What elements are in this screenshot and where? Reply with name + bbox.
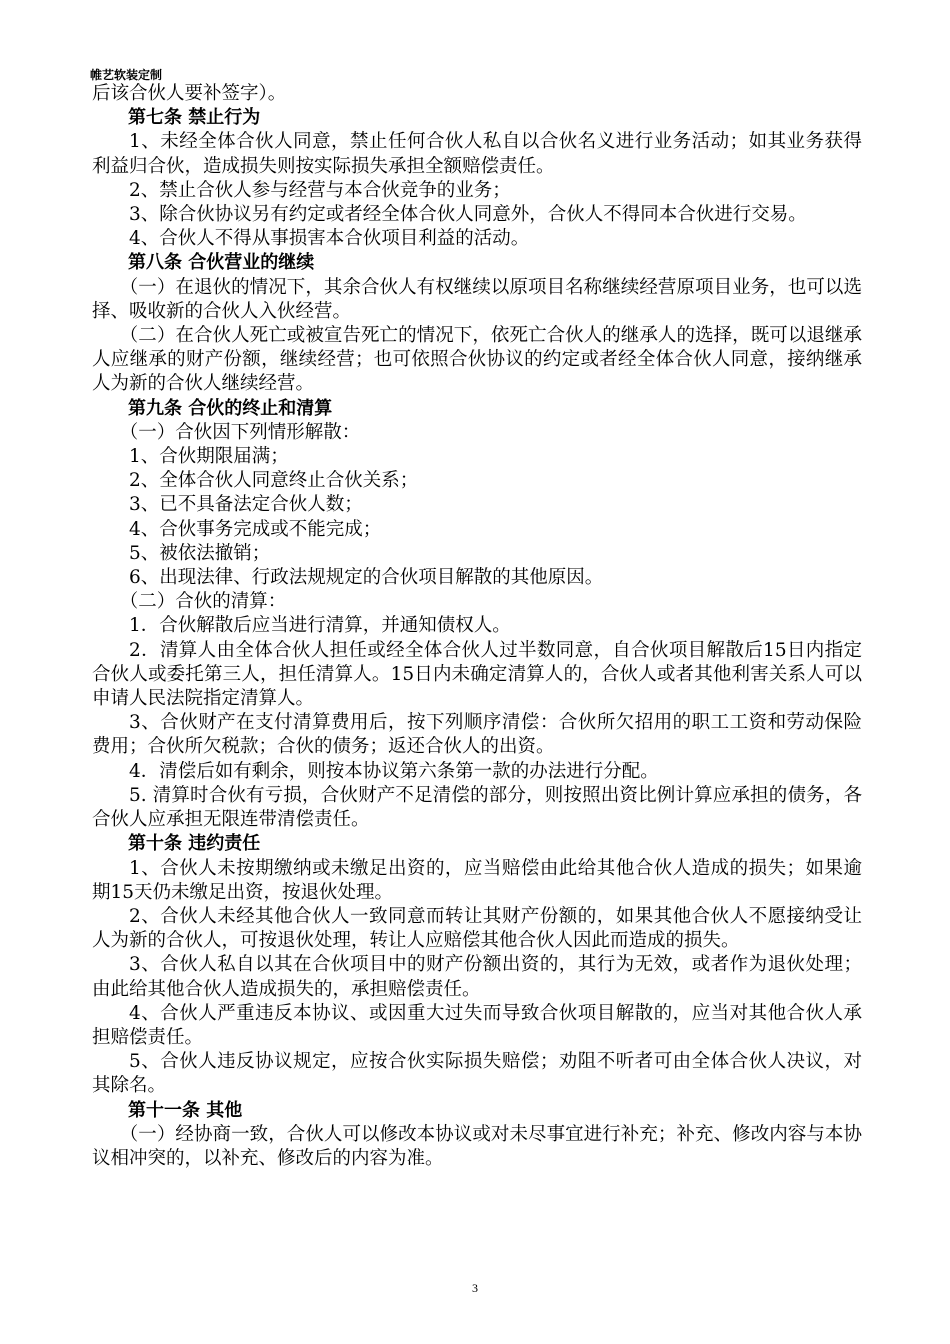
list-item: 6、出现法律、行政法规规定的合伙项目解散的其他原因。 (129, 567, 604, 589)
list-item: 2、全体合伙人同意终止合伙关系； (129, 470, 419, 492)
list-item: 5. 清算时合伙有亏损，合伙财产不足清偿的部分，则按照出资比例计算应承担的债务，各合伙人应承担无限连带清偿责任。 (92, 784, 862, 831)
section-heading-11: 第十一条 其他 (128, 1099, 243, 1121)
section-heading-9: 第九条 合伙的终止和清算 (128, 397, 333, 419)
list-item: 1、合伙人未按期缴纳或未缴足出资的，应当赔偿由此给其他合伙人造成的损失；如果逾期15天仍未缴足出资，按退伙处理。 (92, 857, 862, 903)
paragraph: 3、除合伙协议另有约定或者经全体合伙人同意外，合伙人不得同本合伙进行交易。 (129, 204, 807, 226)
document-body (92, 82, 862, 1171)
section-heading-10: 第十条 违约责任 (128, 833, 261, 855)
list-item: 3、合伙人私自以其在合伙项目中的财产份额出资的，其行为无效，或者作为退伙处理；由此给其他合伙人造成损失的，承担赔偿责任。 (92, 954, 862, 1000)
list-item: 5、合伙人违反协议规定，应按合伙实际损失赔偿；劝阻不听者可由全体合伙人决议，对其除名。 (92, 1051, 862, 1097)
paragraph: （一）在退伙的情况下，其余合伙人有权继续以原项目名称继续经营原项目业务，也可以选择、吸收新的合伙人入伙经营。 (92, 276, 862, 322)
section-heading-8: 第八条 合伙营业的继续 (128, 252, 315, 274)
paragraph: （二）合伙的清算： (119, 591, 287, 613)
paragraph: （一）合伙因下列情形解散： (119, 421, 361, 443)
paragraph: 2、禁止合伙人参与经营与本合伙竞争的业务； (129, 179, 511, 201)
list-item: 1、合伙期限届满； (129, 446, 289, 468)
page-number: 3 (472, 1281, 478, 1295)
list-item: 4．清偿后如有剩余，则按本协议第六条第一款的办法进行分配。 (129, 760, 659, 782)
list-item: 3、合伙财产在支付清算费用后，按下列顺序清偿：合伙所欠招用的职工工资和劳动保险费用；合伙所欠税款；合伙的债务；返还合伙人的出资。 (92, 712, 862, 758)
list-item: 3、已不具备法定合伙人数； (129, 494, 363, 516)
list-item: 4、合伙事务完成或不能完成； (129, 518, 382, 540)
paragraph: （一）经协商一致，合伙人可以修改本协议或对未尽事宜进行补充；补充、修改内容与本协议相冲突的，以补充、修改后的内容为准。 (92, 1123, 862, 1169)
list-item: 5、被依法撤销； (129, 542, 271, 564)
list-item: 2．清算人由全体合伙人担任或经全体合伙人过半数同意，自合伙项目解散后15日内指定合伙人或委托第三人，担任清算人。15日内未确定清算人的，合伙人或者其他利害关系人可以申请人民法院指定清算人。 (92, 639, 862, 710)
paragraph: 4、合伙人不得从事损害本合伙项目利益的活动。 (129, 228, 530, 250)
list-item: 2、合伙人未经其他合伙人一致同意而转让其财产份额的，如果其他合伙人不愿接纳受让人为新的合伙人，可按退伙处理，转让人应赔偿其他合伙人因此而造成的损失。 (92, 905, 862, 952)
section-heading-7: 第七条 禁止行为 (128, 107, 261, 129)
list-item: 4、合伙人严重违反本协议、或因重大过失而导致合伙项目解散的，应当对其他合伙人承担赔偿责任。 (92, 1002, 862, 1048)
list-item: 1．合伙解散后应当进行清算，并通知债权人。 (129, 615, 511, 637)
page-header: 帷艺软装定制 (90, 68, 163, 82)
paragraph: 后该合伙人要补签字）。 (92, 83, 287, 104)
paragraph: 1、未经全体合伙人同意，禁止任何合伙人私自以合伙名义进行业务活动；如其业务获得利益归合伙，造成损失则按实际损失承担全额赔偿责任。 (92, 131, 862, 177)
paragraph: （二）在合伙人死亡或被宣告死亡的情况下，依死亡合伙人的继承人的选择，既可以退继承人应继承的财产份额，继续经营；也可依照合伙协议的约定或者经全体合伙人同意，接纳继承人为新的合伙人继续经营。 (92, 325, 862, 395)
